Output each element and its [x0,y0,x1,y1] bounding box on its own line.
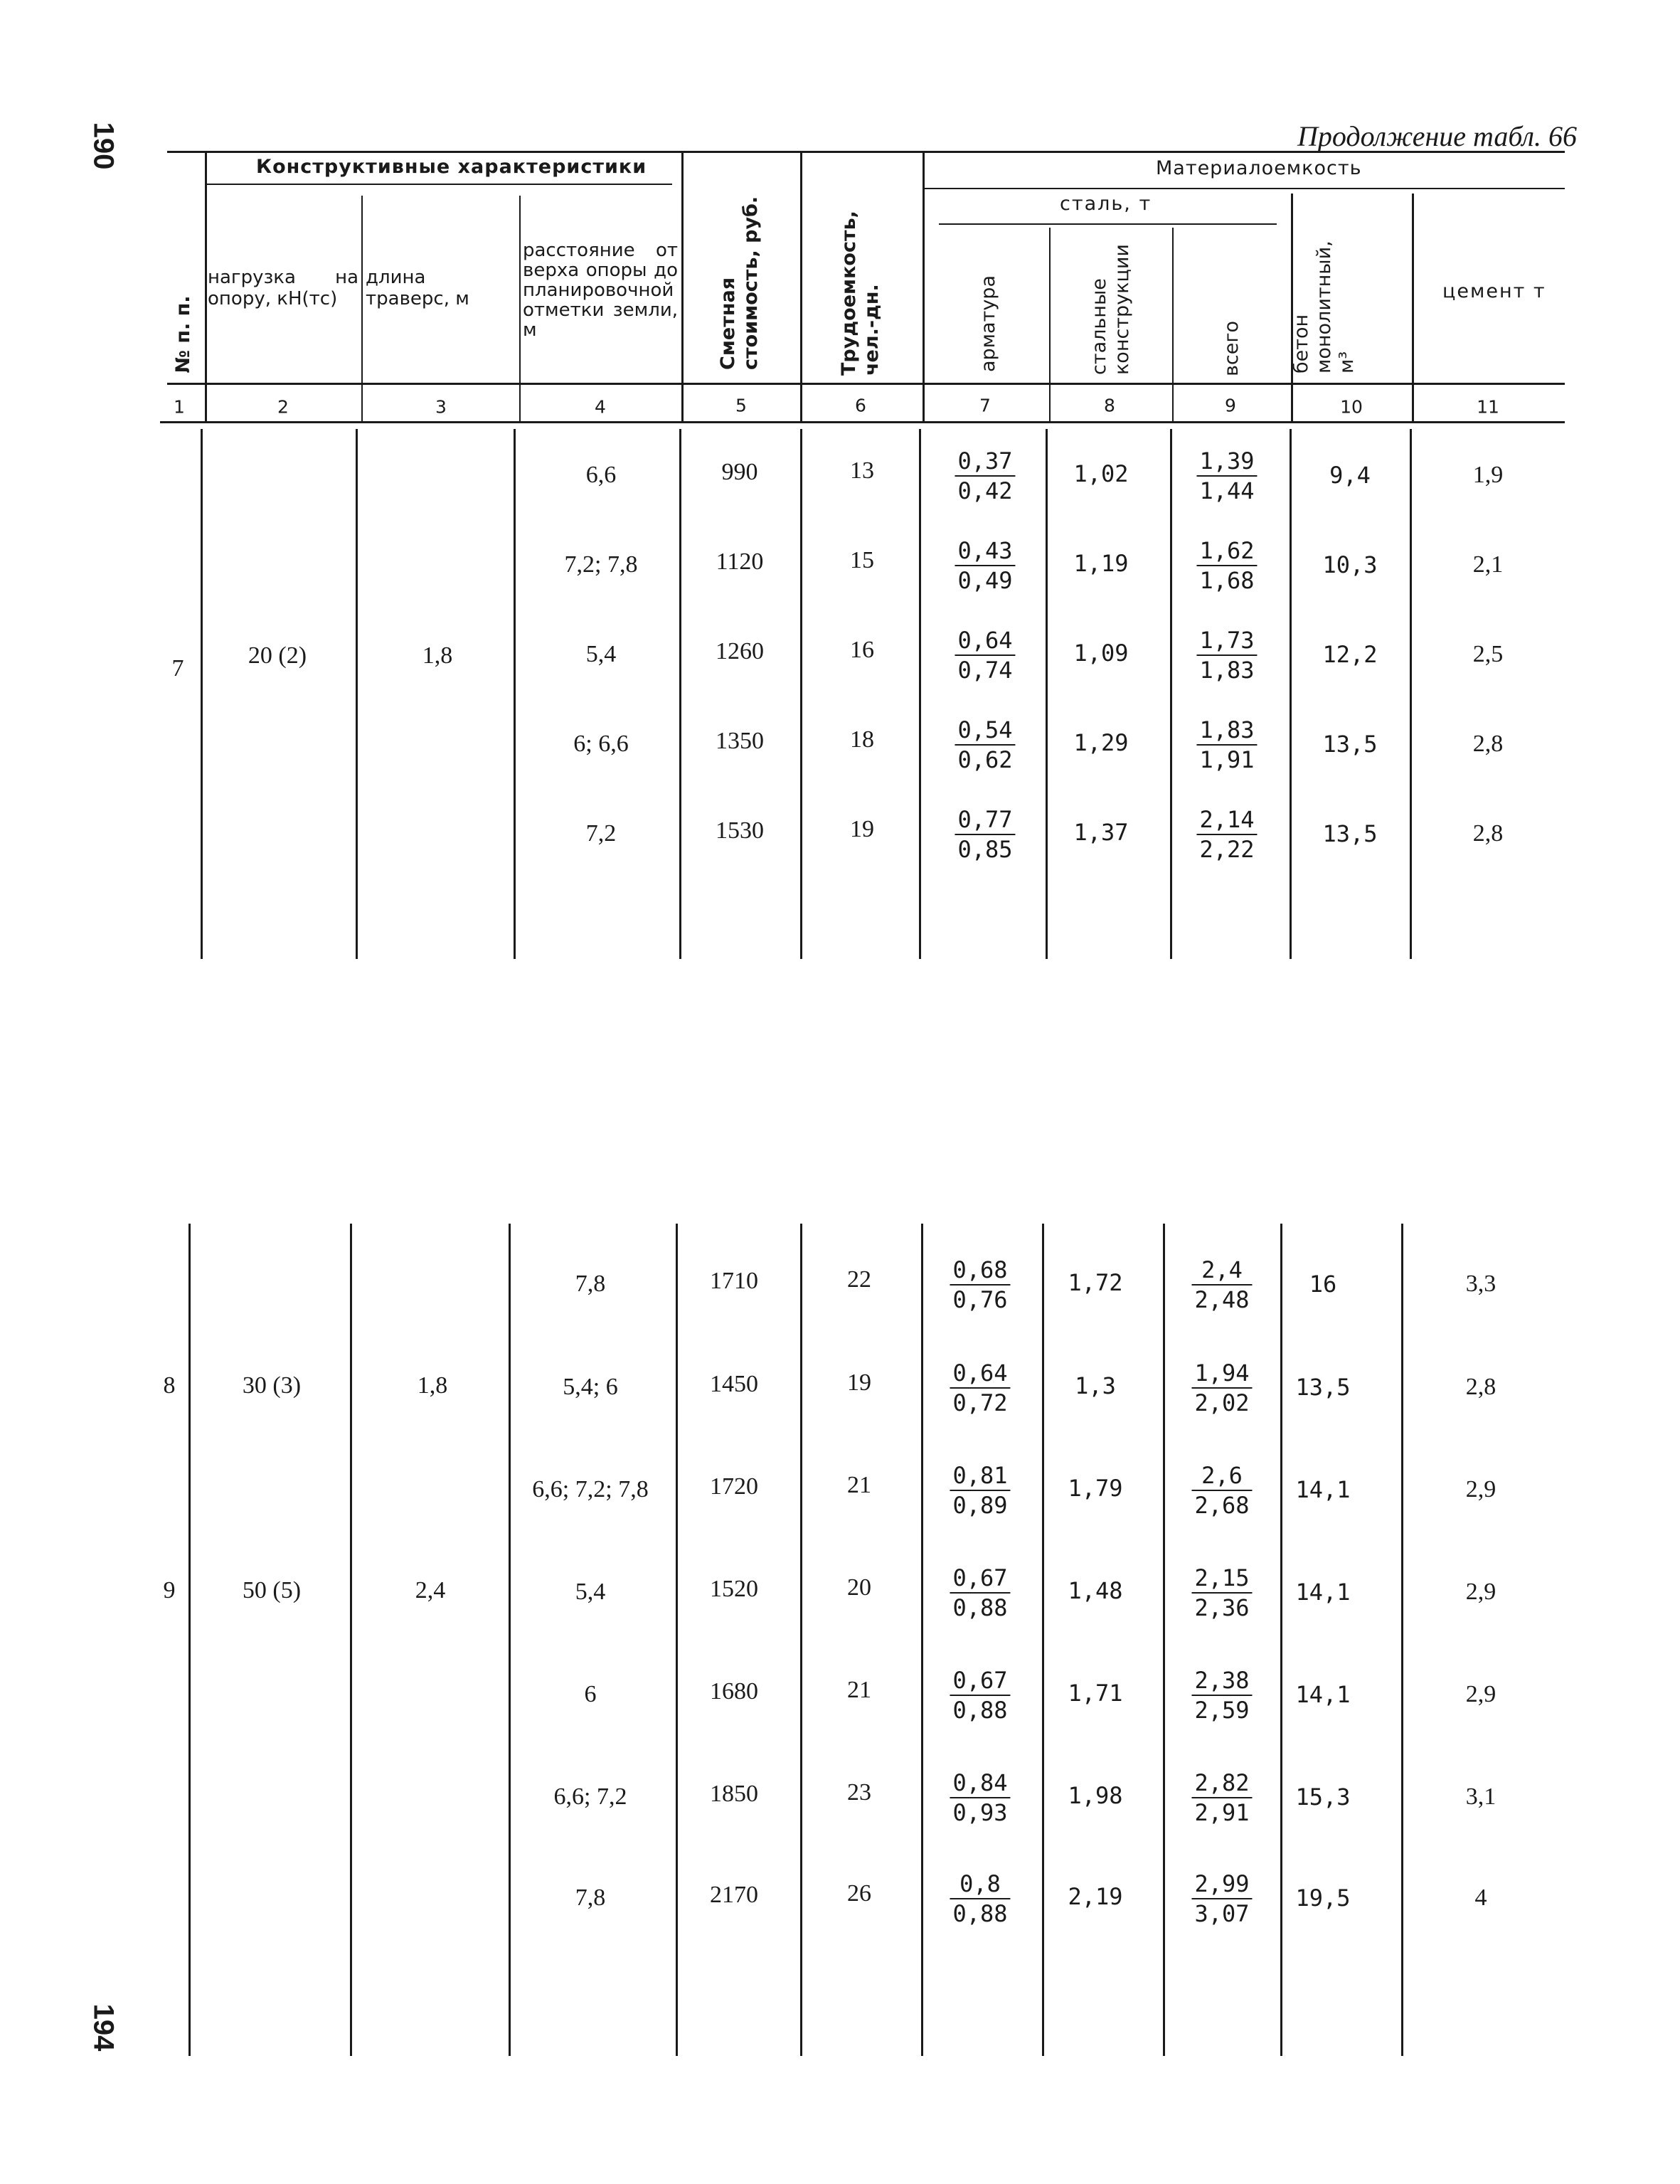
cell-concrete: 15,3 [1295,1783,1351,1811]
cell-rebar-bottom: 0,88 [952,1697,1008,1724]
cell-total-steel [1191,1666,1252,1724]
header-cost: Сметная стоимость, руб. [717,196,762,370]
cell-rebar-bottom: 0,89 [952,1492,1008,1519]
col-number: 9 [1225,395,1236,416]
cell-distance: 5,4 [575,1579,606,1605]
cell-distance: 7,2; 7,8 [564,551,638,578]
cell-total-steel-top: 2,14 [1196,805,1257,835]
cell-total-steel-bottom: 1,68 [1199,567,1255,594]
cell-total-steel-top: 2,4 [1191,1256,1252,1286]
cell-cost: 1530 [716,817,764,844]
cell-concrete: 9,4 [1329,462,1371,489]
page-number-bottom: 194 [87,2003,119,2052]
header-no: № п. п. [172,295,194,373]
cell-total-steel-bottom: 2,68 [1194,1492,1250,1519]
cell-rebar-top: 0,77 [955,805,1015,835]
cell-total-steel-bottom: 2,59 [1194,1697,1250,1724]
cell-total-steel [1196,626,1257,684]
cell-total-steel [1191,1769,1252,1827]
cell-cement: 2,5 [1472,641,1504,667]
header-load: нагрузка на опору, кН(тс) [208,267,358,309]
cell-distance: 6,6 [585,462,617,488]
cell-rebar-bottom: 0,74 [957,657,1013,684]
cell-total-steel-bottom: 1,44 [1199,477,1255,504]
cell-rebar-top: 0,68 [950,1256,1010,1286]
header-cement: цемент т [1442,280,1546,302]
group-load: 50 (5) [242,1577,302,1603]
cell-rebar [955,447,1015,505]
cell-rebar-bottom: 0,88 [952,1594,1008,1621]
cell-rebar [950,1769,1010,1827]
cell-total-steel-top: 2,6 [1191,1461,1252,1491]
cell-total-steel-top: 1,39 [1196,447,1257,477]
cell-total-steel-top: 1,73 [1196,626,1257,656]
cell-distance: 7,8 [575,1271,606,1297]
cell-cement: 2,9 [1465,1579,1496,1605]
header-constructive: Конструктивные характеристики [256,156,647,178]
cell-labor: 21 [847,1677,871,1703]
cell-steel-structures: 1,71 [1068,1680,1123,1707]
group-number: 8 [163,1372,176,1399]
col-number: 11 [1477,396,1499,418]
cell-distance: 6; 6,6 [573,731,629,757]
cell-total-steel [1196,716,1257,774]
cell-cost: 1710 [710,1268,758,1294]
cell-cost: 1350 [716,728,764,754]
cell-cost: 990 [721,459,758,485]
cell-cement: 2,8 [1472,731,1504,757]
col-number: 4 [595,396,606,418]
cell-concrete: 10,3 [1322,551,1378,578]
cell-concrete: 14,1 [1295,1579,1351,1606]
cell-rebar-bottom: 0,62 [957,746,1013,773]
cell-rebar-top: 0,67 [950,1666,1010,1696]
cell-rebar [950,1870,1010,1928]
cell-distance: 5,4; 6 [563,1374,618,1400]
cell-distance: 6,6; 7,2 [553,1783,627,1810]
cell-steel-structures: 1,09 [1073,640,1129,667]
table-caption: Продолжение табл. 66 [1297,120,1577,152]
group-traverse: 1,8 [422,642,453,669]
cell-distance: 6 [584,1681,597,1707]
cell-concrete: 19,5 [1295,1885,1351,1912]
cell-cost: 2170 [710,1882,758,1908]
cell-cost: 1850 [710,1781,758,1807]
cell-labor: 19 [850,816,874,842]
cell-total-steel-bottom: 1,83 [1199,657,1255,684]
cell-total-steel [1191,1461,1252,1520]
cell-total-steel-top: 2,15 [1191,1564,1252,1594]
cell-distance: 6,6; 7,2; 7,8 [532,1476,649,1502]
header-steel-struct: стальные конструкции [1088,244,1133,375]
cell-total-steel-top: 1,83 [1196,716,1257,746]
col-number: 6 [855,395,866,416]
col-number: 10 [1340,396,1363,418]
cell-total-steel [1191,1256,1252,1314]
cell-rebar-bottom: 0,72 [952,1389,1008,1416]
cell-rebar [950,1666,1010,1724]
cell-labor: 13 [850,457,874,484]
cell-rebar [955,805,1015,864]
cell-rebar [950,1564,1010,1622]
cell-total-steel-bottom: 2,48 [1194,1286,1250,1313]
cell-total-steel [1196,447,1257,505]
cell-total-steel-bottom: 2,02 [1194,1389,1250,1416]
cell-total-steel-bottom: 2,22 [1199,836,1255,863]
col-number: 8 [1104,395,1115,416]
cell-steel-structures: 1,79 [1068,1475,1123,1502]
cell-total-steel-top: 1,94 [1191,1359,1252,1389]
cell-cost: 1450 [710,1371,758,1397]
cell-steel-structures: 1,29 [1073,729,1129,756]
header-distance: расстояние от верха опоры до планировочной отметки земли, м [523,240,678,341]
cell-concrete: 12,2 [1322,641,1378,668]
cell-total-steel-top: 2,99 [1191,1870,1252,1899]
cell-labor: 22 [847,1266,871,1293]
cell-total-steel-bottom: 3,07 [1194,1900,1250,1927]
cell-rebar-bottom: 0,85 [957,836,1013,863]
header-concrete: бетон монолитный, м³ [1290,240,1358,373]
col-number: 7 [979,395,991,416]
col-number: 2 [277,396,289,418]
cell-distance: 5,4 [585,641,617,667]
cell-cement: 2,9 [1465,1476,1496,1502]
col-number: 5 [735,395,747,416]
cell-rebar-top: 0,64 [950,1359,1010,1389]
cell-labor: 18 [850,726,874,753]
header-rebar: арматура [977,275,999,372]
cell-total-steel-bottom: 2,36 [1194,1594,1250,1621]
header-total: всего [1221,320,1243,377]
cell-rebar-top: 0,37 [955,447,1015,477]
cell-steel-structures: 1,37 [1073,819,1129,846]
cell-rebar-bottom: 0,93 [952,1799,1008,1826]
cell-cost: 1260 [716,638,764,664]
col-number: 1 [174,396,185,418]
cell-labor: 20 [847,1574,871,1601]
cell-rebar [950,1359,1010,1417]
cell-rebar-bottom: 0,42 [957,477,1013,504]
cell-total-steel [1191,1564,1252,1622]
cell-steel-structures: 1,48 [1068,1577,1123,1604]
cell-rebar-bottom: 0,49 [957,567,1013,594]
cell-rebar [955,716,1015,774]
header-labor: Трудоемкость, чел.-дн. [838,211,883,376]
cell-rebar-top: 0,67 [950,1564,1010,1594]
cell-steel-structures: 2,19 [1068,1883,1123,1910]
cell-cost: 1720 [710,1473,758,1500]
cell-rebar [955,626,1015,684]
cell-distance: 7,2 [585,820,617,847]
cell-rebar-top: 0,54 [955,716,1015,746]
header-steel: сталь, т [1060,193,1152,215]
cell-total-steel-top: 1,62 [1196,536,1257,566]
cell-total-steel-bottom: 2,91 [1194,1799,1250,1826]
cell-concrete: 14,1 [1295,1476,1351,1503]
cell-labor: 16 [850,637,874,663]
cell-concrete: 13,5 [1322,820,1378,847]
cell-rebar [950,1461,1010,1520]
cell-cement: 2,1 [1472,551,1504,578]
header-traverse: длина траверс, м [366,267,469,309]
cell-cement: 4 [1474,1885,1487,1911]
cell-steel-structures: 1,19 [1073,550,1129,577]
group-load: 30 (3) [242,1372,302,1399]
cell-cement: 3,1 [1465,1783,1496,1810]
cell-labor: 23 [847,1779,871,1806]
cell-cost: 1520 [710,1576,758,1602]
cell-rebar-top: 0,84 [950,1769,1010,1798]
cell-cement: 2,9 [1465,1681,1496,1707]
cell-labor: 15 [850,547,874,573]
cell-concrete: 13,5 [1295,1374,1351,1401]
cell-steel-structures: 1,02 [1073,460,1129,487]
cell-cement: 3,3 [1465,1271,1496,1297]
group-load: 20 (2) [248,642,307,669]
cell-total-steel [1191,1870,1252,1928]
cell-cost: 1120 [716,548,764,575]
cell-total-steel-top: 2,38 [1191,1666,1252,1696]
cell-steel-structures: 1,98 [1068,1782,1123,1809]
cell-steel-structures: 1,72 [1068,1269,1123,1296]
cell-total-steel [1191,1359,1252,1417]
cell-rebar [950,1256,1010,1314]
header-material: Материалоемкость [1156,157,1362,179]
cell-total-steel [1196,805,1257,864]
cell-rebar-top: 0,81 [950,1461,1010,1491]
page-number-top: 190 [87,122,119,170]
cell-rebar-top: 0,43 [955,536,1015,566]
cell-total-steel-bottom: 1,91 [1199,746,1255,773]
cell-concrete: 14,1 [1295,1681,1351,1708]
cell-cost: 1680 [710,1678,758,1705]
cell-steel-structures: 1,3 [1075,1372,1116,1399]
cell-rebar-top: 0,8 [950,1870,1010,1899]
cell-cement: 1,9 [1472,462,1504,488]
col-number: 3 [435,396,447,418]
cell-labor: 19 [847,1369,871,1396]
group-traverse: 2,4 [415,1577,446,1603]
cell-rebar-top: 0,64 [955,626,1015,656]
cell-distance: 7,8 [575,1885,606,1911]
cell-total-steel [1196,536,1257,595]
cell-concrete: 16 [1309,1271,1337,1298]
cell-rebar-bottom: 0,76 [952,1286,1008,1313]
group-number: 7 [171,655,184,682]
cell-cement: 2,8 [1472,820,1504,847]
cell-labor: 26 [847,1880,871,1907]
cell-labor: 21 [847,1472,871,1498]
group-traverse: 1,8 [417,1372,448,1399]
cell-rebar [955,536,1015,595]
cell-concrete: 13,5 [1322,731,1378,758]
group-number: 9 [163,1577,176,1603]
cell-total-steel-top: 2,82 [1191,1769,1252,1798]
cell-cement: 2,8 [1465,1374,1496,1400]
cell-rebar-bottom: 0,88 [952,1900,1008,1927]
